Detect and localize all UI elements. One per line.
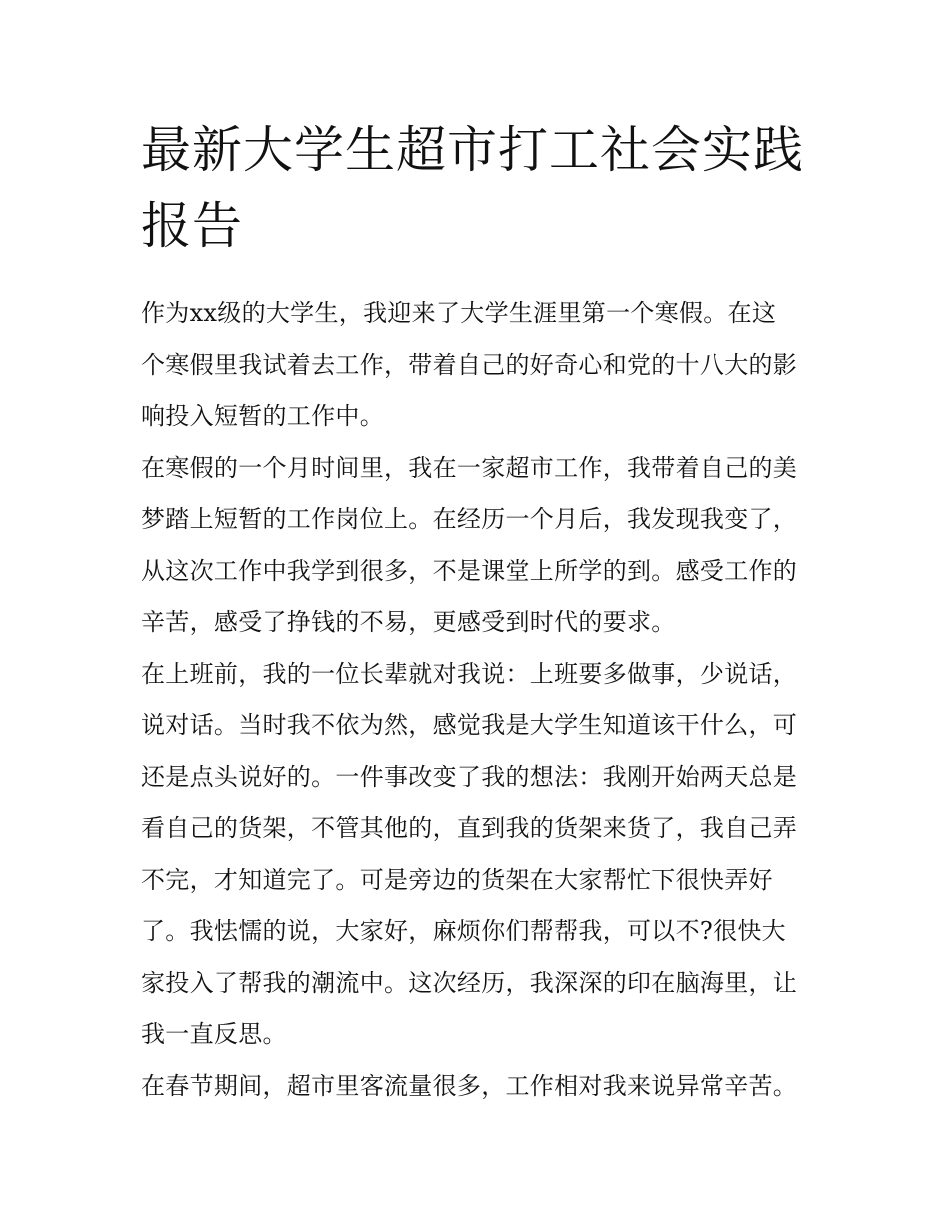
title-line: 报告	[141, 197, 243, 255]
text-line: 在寒假的一个月时间里，我在一家超市工作，我带着自己的美	[141, 453, 798, 482]
text-line: 从这次工作中我学到很多，不是课堂上所学的到。感受工作的	[141, 556, 798, 585]
text-line: 不完，才知道完了。可是旁边的货架在大家帮忙下很快弄好	[141, 865, 773, 894]
text-line: 个寒假里我试着去工作，带着自己的好奇心和党的十八大的影	[141, 350, 798, 379]
text-line: 了。我怯懦的说，大家好，麻烦你们帮帮我，可以不?很快大	[141, 917, 786, 945]
paragraph	[141, 288, 817, 443]
text-line: 在上班前，我的一位长辈就对我说：上班要多做事，少说话，	[141, 659, 798, 688]
document-body	[141, 288, 817, 1112]
title-line: 最新大学生超市打工社会实践	[141, 121, 804, 179]
paragraph	[141, 443, 817, 649]
text-line: 家投入了帮我的潮流中。这次经历，我深深的印在脑海里，让	[141, 968, 798, 997]
text-line: 还是点头说好的。一件事改变了我的想法：我刚开始两天总是	[141, 762, 798, 791]
text-line: 我一直反思。	[141, 1020, 287, 1048]
text-line: 说对话。当时我不依为然，感觉我是大学生知道该干什么，可	[141, 711, 798, 739]
text-line: 作为xx级的大学生，我迎来了大学生涯里第一个寒假。在这	[141, 299, 777, 327]
document-content	[141, 112, 817, 1112]
document-title	[141, 112, 817, 264]
text-line: 响投入短暂的工作中。	[141, 402, 384, 430]
text-line: 辛苦，感受了挣钱的不易，更感受到时代的要求。	[141, 608, 676, 636]
text-line: 在春节期间，超市里客流量很多，工作相对我来说异常辛苦。	[141, 1071, 798, 1100]
paragraph	[141, 1061, 817, 1113]
text-line: 看自己的货架，不管其他的，直到我的货架来货了，我自己弄	[141, 814, 798, 842]
paragraph	[141, 649, 817, 1061]
text-line: 梦踏上短暂的工作岗位上。在经历一个月后，我发现我变了，	[141, 505, 798, 533]
